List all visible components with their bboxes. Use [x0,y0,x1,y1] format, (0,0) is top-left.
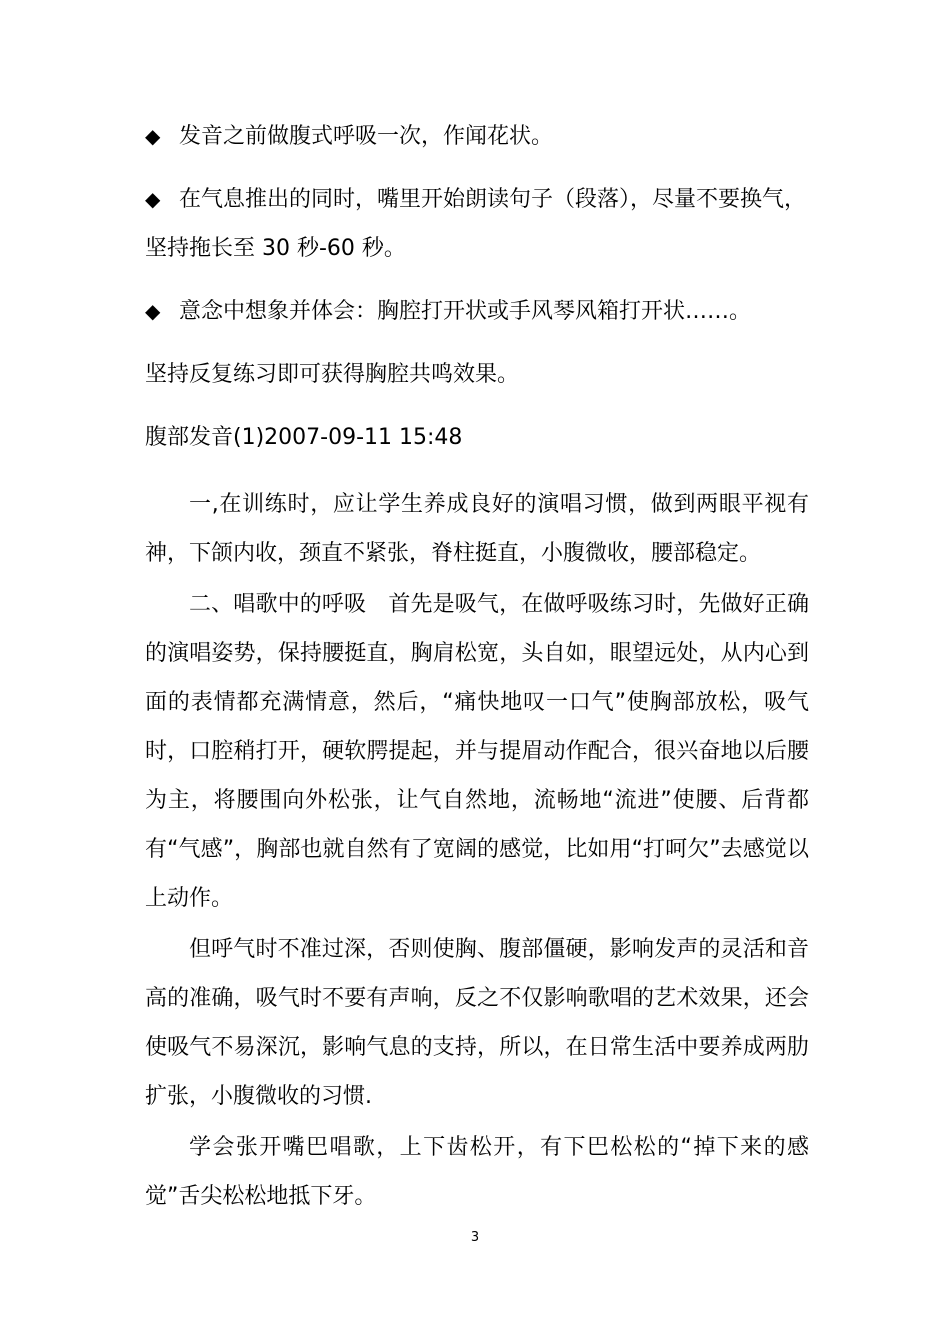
bullet-item [145,175,809,273]
body-paragraph: 二、唱歌中的呼吸 首先是吸气，在做呼吸练习时，先做好正确的演唱姿势，保持腰挺直，胸肩松宽，头自如，眼望远处，从内心到面的表情都充满情意，然后，“痛快地叹一口气”使胸部放松，吸气时，口腔稍打开，硬软腭提起，并与提眉动作配合，很兴奋地以后腰为主，将腰围向外松张，让气自然地，流畅地“流进”使腰、后背都有“气感”，胸部也就自然有了宽阔的感觉，比如用“打呵欠”去感觉以上动作。 [145,592,809,911]
bullet-item [145,287,809,336]
bullet-text-continuation: 坚持拖长至 30 秒-60 秒。 [145,236,406,261]
bullet-text: 发音之前做腹式呼吸一次，作闻花状。 [179,124,554,149]
page-number: 3 [470,1230,480,1245]
bullet-item [145,112,809,161]
body-paragraph: 一,在训练时，应让学生养成良好的演唱习惯，做到两眼平视有神，下颌内收，颈直不紧张，脊柱挺直，小腹微收，腰部稳定。 [145,492,809,566]
diamond-bullet-icon: ◆ [145,124,161,148]
bullet-text: 意念中想象并体会：胸腔打开状或手风琴风箱打开状……。 [179,299,752,324]
body-paragraph: 学会张开嘴巴唱歌，上下齿松开，有下巴松松的“掉下来的感觉”舌尖松松地抵下牙。 [145,1135,809,1209]
diamond-bullet-icon: ◆ [145,299,161,323]
body-paragraph: 但呼气时不准过深，否则使胸、腹部僵硬，影响发声的灵活和音高的准确，吸气时不要有声响，反之不仅影响歌唱的艺术效果，还会使吸气不易深沉，影响气息的支持，所以，在日常生活中要养成两肋扩张，小腹微收的习惯. [145,937,809,1109]
page-content [145,112,809,1223]
bullet-text: 在气息推出的同时，嘴里开始朗读句子（段落），尽量不要换气， [179,187,807,212]
summary-line: 坚持反复练习即可获得胸腔共鸣效果。 [145,362,520,387]
diamond-bullet-icon: ◆ [145,187,161,211]
section-heading: 腹部发音(1)2007-09-11 15:48 [145,425,463,450]
